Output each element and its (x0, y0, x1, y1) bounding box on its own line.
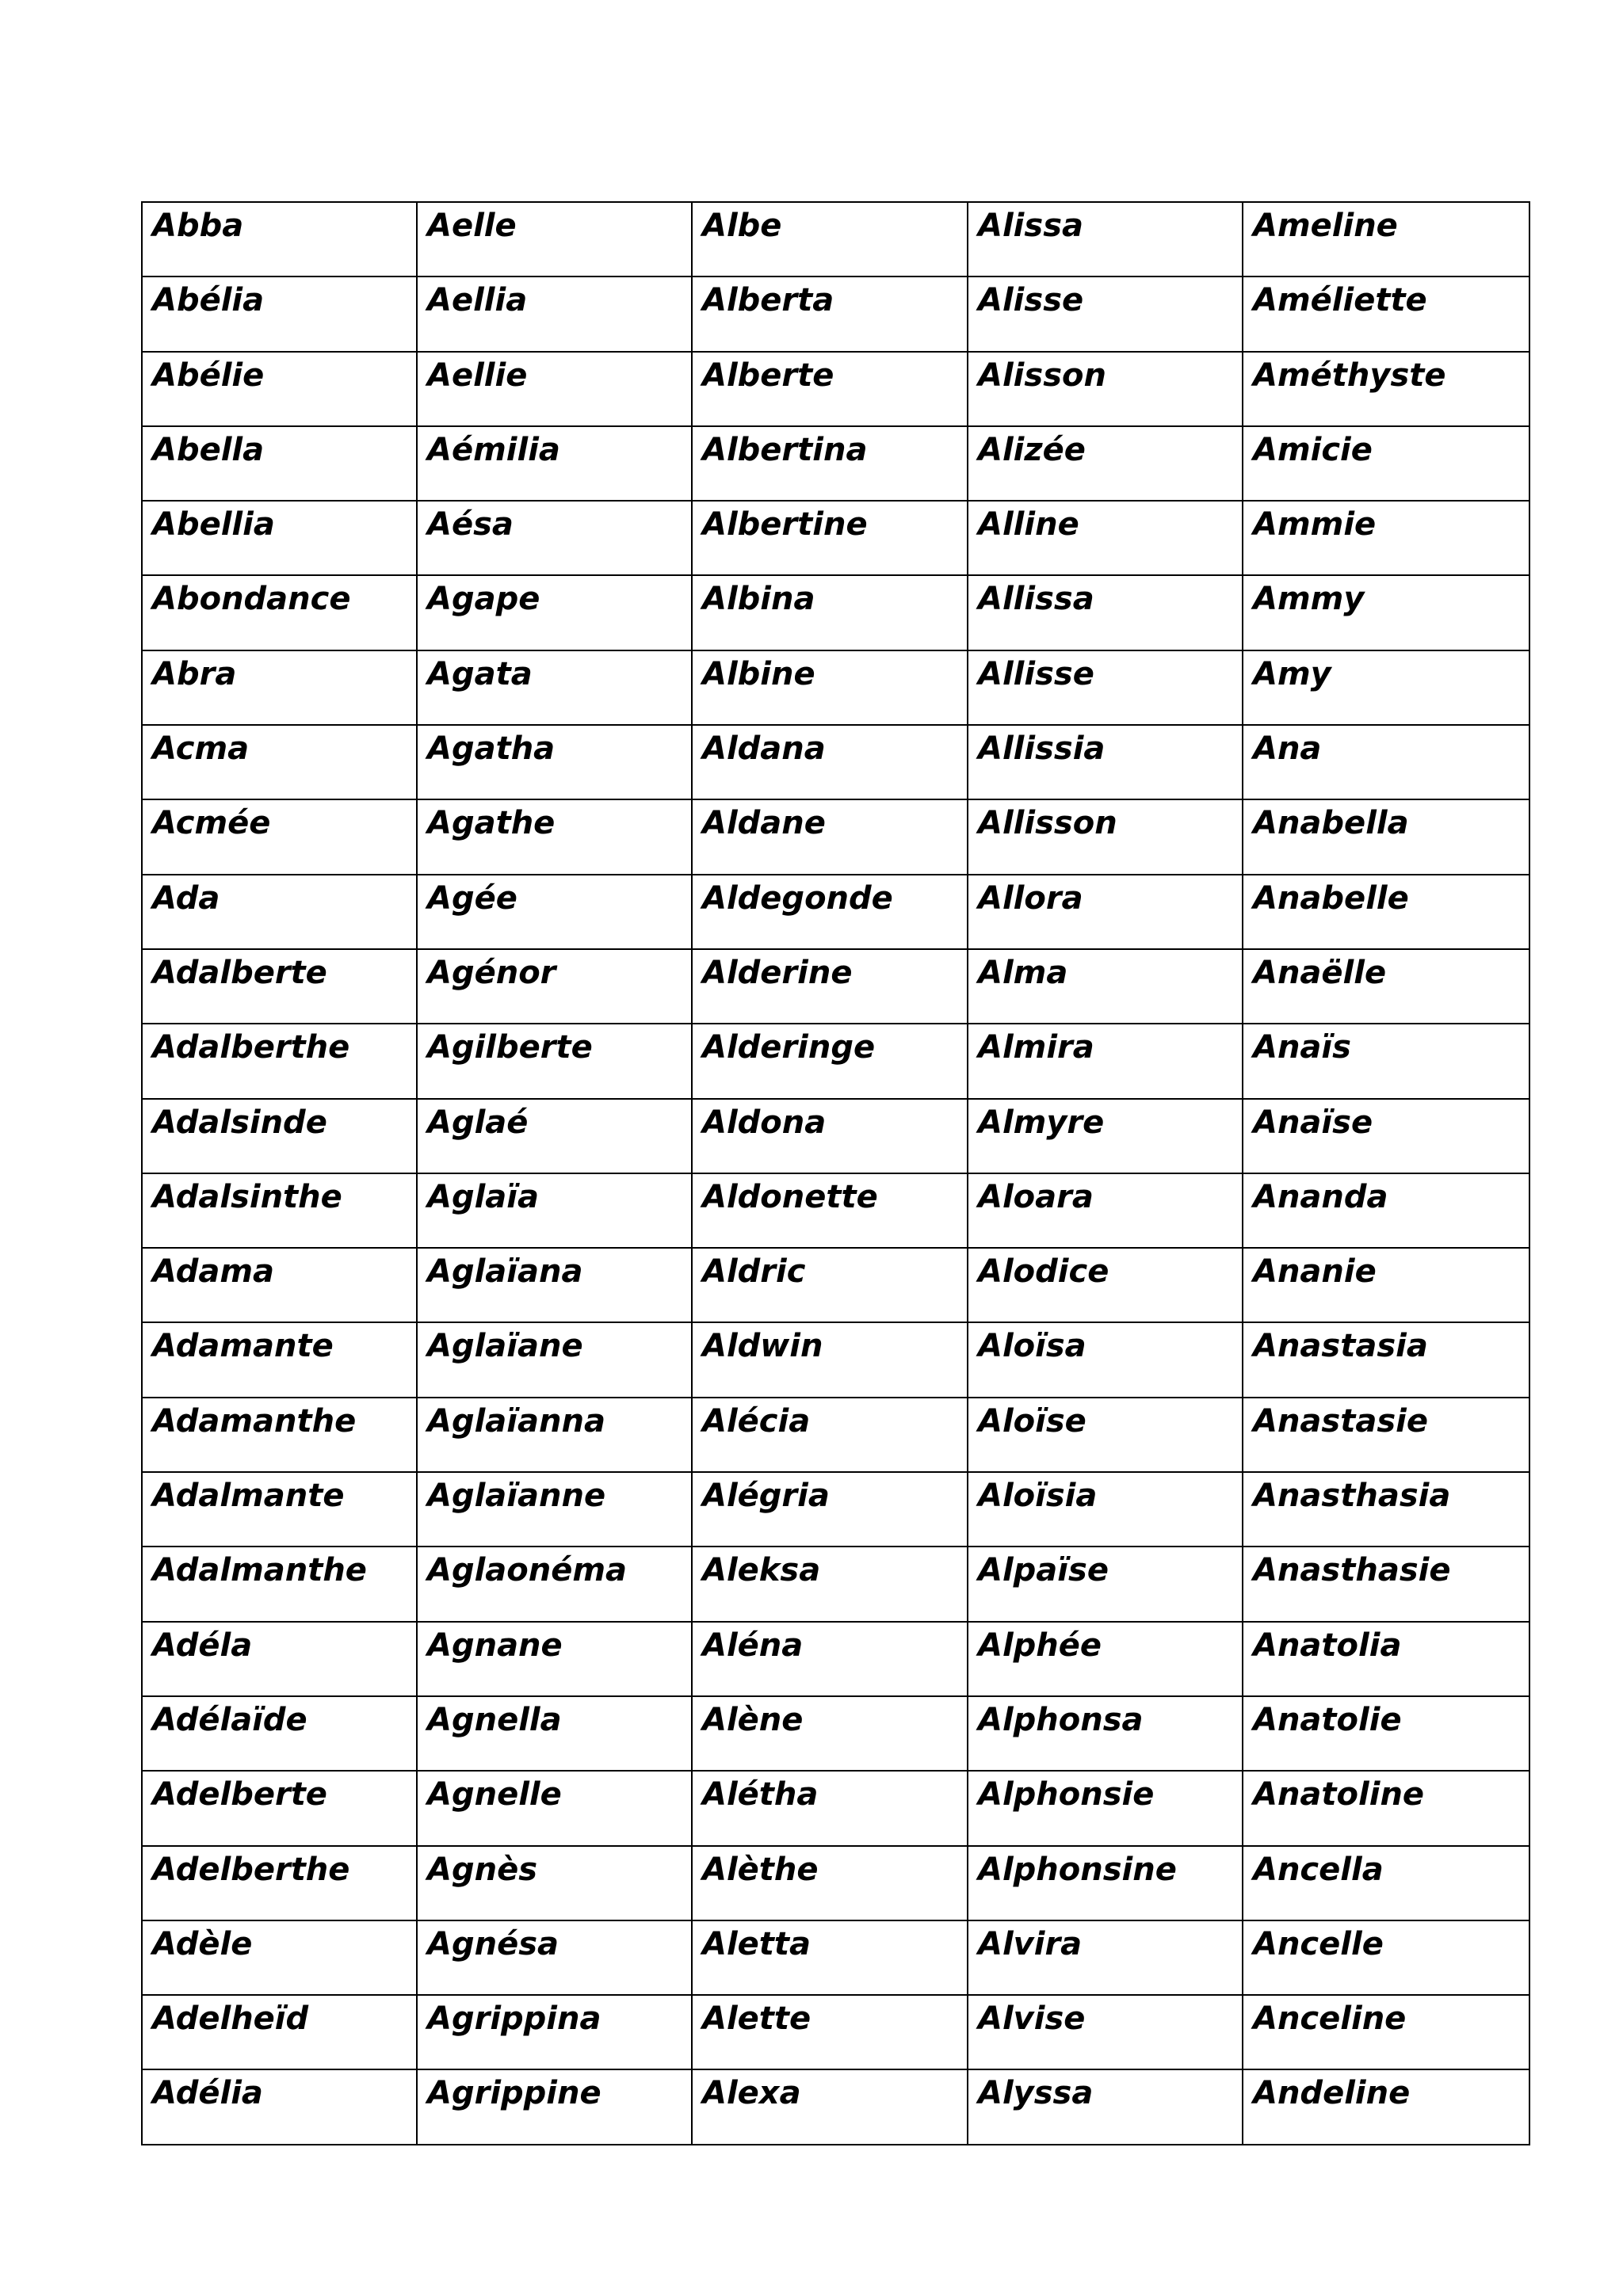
name-cell: Albertine (692, 501, 968, 575)
table-row (142, 875, 1529, 949)
names-table (141, 201, 1530, 2145)
name-cell: Aléna (692, 1622, 968, 1696)
name-cell: Aloïsa (968, 1322, 1243, 1397)
table-row (142, 1696, 1529, 1771)
name-cell: Ammy (1243, 575, 1529, 650)
table-row (142, 1472, 1529, 1547)
name-cell: Anabelle (1243, 875, 1529, 949)
name-cell: Anaëlle (1243, 949, 1529, 1024)
name-cell: Abra (142, 650, 417, 725)
name-cell: Aldwin (692, 1322, 968, 1397)
name-cell: Ana (1243, 725, 1529, 799)
table-row (142, 799, 1529, 874)
name-cell: Alèthe (692, 1846, 968, 1920)
name-cell: Ananda (1243, 1173, 1529, 1248)
name-cell: Alisse (968, 277, 1243, 351)
table-row (142, 1099, 1529, 1173)
name-cell: Adelberthe (142, 1846, 417, 1920)
table-row (142, 575, 1529, 650)
name-cell: Agrippina (417, 1995, 692, 2069)
name-cell: Agape (417, 575, 692, 650)
table-row (142, 277, 1529, 351)
name-cell: Aelle (417, 202, 692, 277)
name-cell: Ada (142, 875, 417, 949)
table-row (142, 1995, 1529, 2069)
name-cell: Anastasia (1243, 1322, 1529, 1397)
name-cell: Amy (1243, 650, 1529, 725)
name-cell: Agnésa (417, 1920, 692, 1995)
name-cell: Alberta (692, 277, 968, 351)
name-cell: Abélie (142, 352, 417, 426)
name-cell: Alphée (968, 1622, 1243, 1696)
name-cell: Abellia (142, 501, 417, 575)
name-cell: Adalsinde (142, 1099, 417, 1173)
name-cell: Acma (142, 725, 417, 799)
name-cell: Aellie (417, 352, 692, 426)
name-cell: Almyre (968, 1099, 1243, 1173)
name-cell: Anasthasia (1243, 1472, 1529, 1547)
name-cell: Alène (692, 1696, 968, 1771)
name-cell: Aldonette (692, 1173, 968, 1248)
name-cell: Alvise (968, 1995, 1243, 2069)
name-cell: Alberte (692, 352, 968, 426)
name-cell: Adèle (142, 1920, 417, 1995)
name-cell: Anatolia (1243, 1622, 1529, 1696)
name-cell: Adélia (142, 2069, 417, 2144)
name-cell: Aldona (692, 1099, 968, 1173)
name-cell: Alma (968, 949, 1243, 1024)
name-cell: Aglaïane (417, 1322, 692, 1397)
name-cell: Adelheïd (142, 1995, 417, 2069)
table-row (142, 1622, 1529, 1696)
name-cell: Adalsinthe (142, 1173, 417, 1248)
name-cell: Albertina (692, 426, 968, 501)
name-cell: Aleksa (692, 1547, 968, 1621)
name-cell: Alécia (692, 1398, 968, 1472)
name-cell: Alissa (968, 202, 1243, 277)
name-cell: Aldana (692, 725, 968, 799)
name-cell: Alderine (692, 949, 968, 1024)
name-cell: Alpaïse (968, 1547, 1243, 1621)
name-cell: Andeline (1243, 2069, 1529, 2144)
name-cell: Adama (142, 1248, 417, 1322)
table-row (142, 202, 1529, 277)
name-cell: Adalmanthe (142, 1547, 417, 1621)
name-cell: Alyssa (968, 2069, 1243, 2144)
name-cell: Allissia (968, 725, 1243, 799)
name-cell: Alette (692, 1995, 968, 2069)
name-cell: Adalberte (142, 949, 417, 1024)
name-cell: Aloïse (968, 1398, 1243, 1472)
name-cell: Améliette (1243, 277, 1529, 351)
name-cell: Aglaïana (417, 1248, 692, 1322)
name-cell: Aletta (692, 1920, 968, 1995)
name-cell: Améthyste (1243, 352, 1529, 426)
name-cell: Alexa (692, 2069, 968, 2144)
name-cell: Abba (142, 202, 417, 277)
name-cell: Alvira (968, 1920, 1243, 1995)
name-cell: Alisson (968, 352, 1243, 426)
name-cell: Adéla (142, 1622, 417, 1696)
table-row (142, 1920, 1529, 1995)
name-cell: Alizée (968, 426, 1243, 501)
name-cell: Adalmante (142, 1472, 417, 1547)
name-cell: Aloara (968, 1173, 1243, 1248)
name-cell: Alétha (692, 1771, 968, 1845)
name-cell: Allisson (968, 799, 1243, 874)
name-cell: Aldric (692, 1248, 968, 1322)
name-cell: Agilberte (417, 1024, 692, 1098)
name-cell: Abélia (142, 277, 417, 351)
name-cell: Aglaé (417, 1099, 692, 1173)
name-cell: Aésa (417, 501, 692, 575)
name-cell: Adelberte (142, 1771, 417, 1845)
table-row (142, 2069, 1529, 2144)
table-row (142, 650, 1529, 725)
name-cell: Amicie (1243, 426, 1529, 501)
name-cell: Agnane (417, 1622, 692, 1696)
name-cell: Abondance (142, 575, 417, 650)
name-cell: Agénor (417, 949, 692, 1024)
table-row (142, 1173, 1529, 1248)
name-cell: Aglaonéma (417, 1547, 692, 1621)
name-cell: Aémilia (417, 426, 692, 501)
table-row (142, 1547, 1529, 1621)
name-cell: Agata (417, 650, 692, 725)
name-cell: Agnelle (417, 1771, 692, 1845)
name-cell: Agnès (417, 1846, 692, 1920)
name-cell: Anatolie (1243, 1696, 1529, 1771)
name-cell: Anaïse (1243, 1099, 1529, 1173)
name-cell: Alphonsie (968, 1771, 1243, 1845)
name-cell: Anasthasie (1243, 1547, 1529, 1621)
table-row (142, 501, 1529, 575)
table-row (142, 949, 1529, 1024)
name-cell: Ammie (1243, 501, 1529, 575)
name-cell: Alégria (692, 1472, 968, 1547)
names-table-body (142, 202, 1529, 2145)
table-row (142, 1771, 1529, 1845)
name-cell: Agathe (417, 799, 692, 874)
name-cell: Alphonsine (968, 1846, 1243, 1920)
name-cell: Allissa (968, 575, 1243, 650)
name-cell: Anastasie (1243, 1398, 1529, 1472)
name-cell: Agnella (417, 1696, 692, 1771)
name-cell: Albine (692, 650, 968, 725)
name-cell: Almira (968, 1024, 1243, 1098)
name-cell: Aldane (692, 799, 968, 874)
table-row (142, 352, 1529, 426)
name-cell: Allisse (968, 650, 1243, 725)
table-row (142, 1248, 1529, 1322)
name-cell: Adamante (142, 1322, 417, 1397)
table-row (142, 1024, 1529, 1098)
name-cell: Alline (968, 501, 1243, 575)
name-cell: Adalberthe (142, 1024, 417, 1098)
name-cell: Anaïs (1243, 1024, 1529, 1098)
name-cell: Anabella (1243, 799, 1529, 874)
name-cell: Aldegonde (692, 875, 968, 949)
name-cell: Anatoline (1243, 1771, 1529, 1845)
name-cell: Agée (417, 875, 692, 949)
name-cell: Adamanthe (142, 1398, 417, 1472)
name-cell: Ananie (1243, 1248, 1529, 1322)
name-cell: Anceline (1243, 1995, 1529, 2069)
name-cell: Alphonsa (968, 1696, 1243, 1771)
name-cell: Ancelle (1243, 1920, 1529, 1995)
table-row (142, 1846, 1529, 1920)
name-cell: Alodice (968, 1248, 1243, 1322)
name-cell: Aglaïanne (417, 1472, 692, 1547)
name-cell: Albe (692, 202, 968, 277)
name-cell: Agatha (417, 725, 692, 799)
name-cell: Agrippine (417, 2069, 692, 2144)
name-cell: Allora (968, 875, 1243, 949)
name-cell: Adélaïde (142, 1696, 417, 1771)
name-cell: Aglaïanna (417, 1398, 692, 1472)
name-cell: Aloïsia (968, 1472, 1243, 1547)
table-row (142, 1398, 1529, 1472)
name-cell: Acmée (142, 799, 417, 874)
name-cell: Alderinge (692, 1024, 968, 1098)
name-cell: Ameline (1243, 202, 1529, 277)
table-row (142, 1322, 1529, 1397)
name-cell: Abella (142, 426, 417, 501)
name-cell: Aglaïa (417, 1173, 692, 1248)
name-cell: Aellia (417, 277, 692, 351)
name-cell: Albina (692, 575, 968, 650)
table-row (142, 725, 1529, 799)
table-row (142, 426, 1529, 501)
name-cell: Ancella (1243, 1846, 1529, 1920)
